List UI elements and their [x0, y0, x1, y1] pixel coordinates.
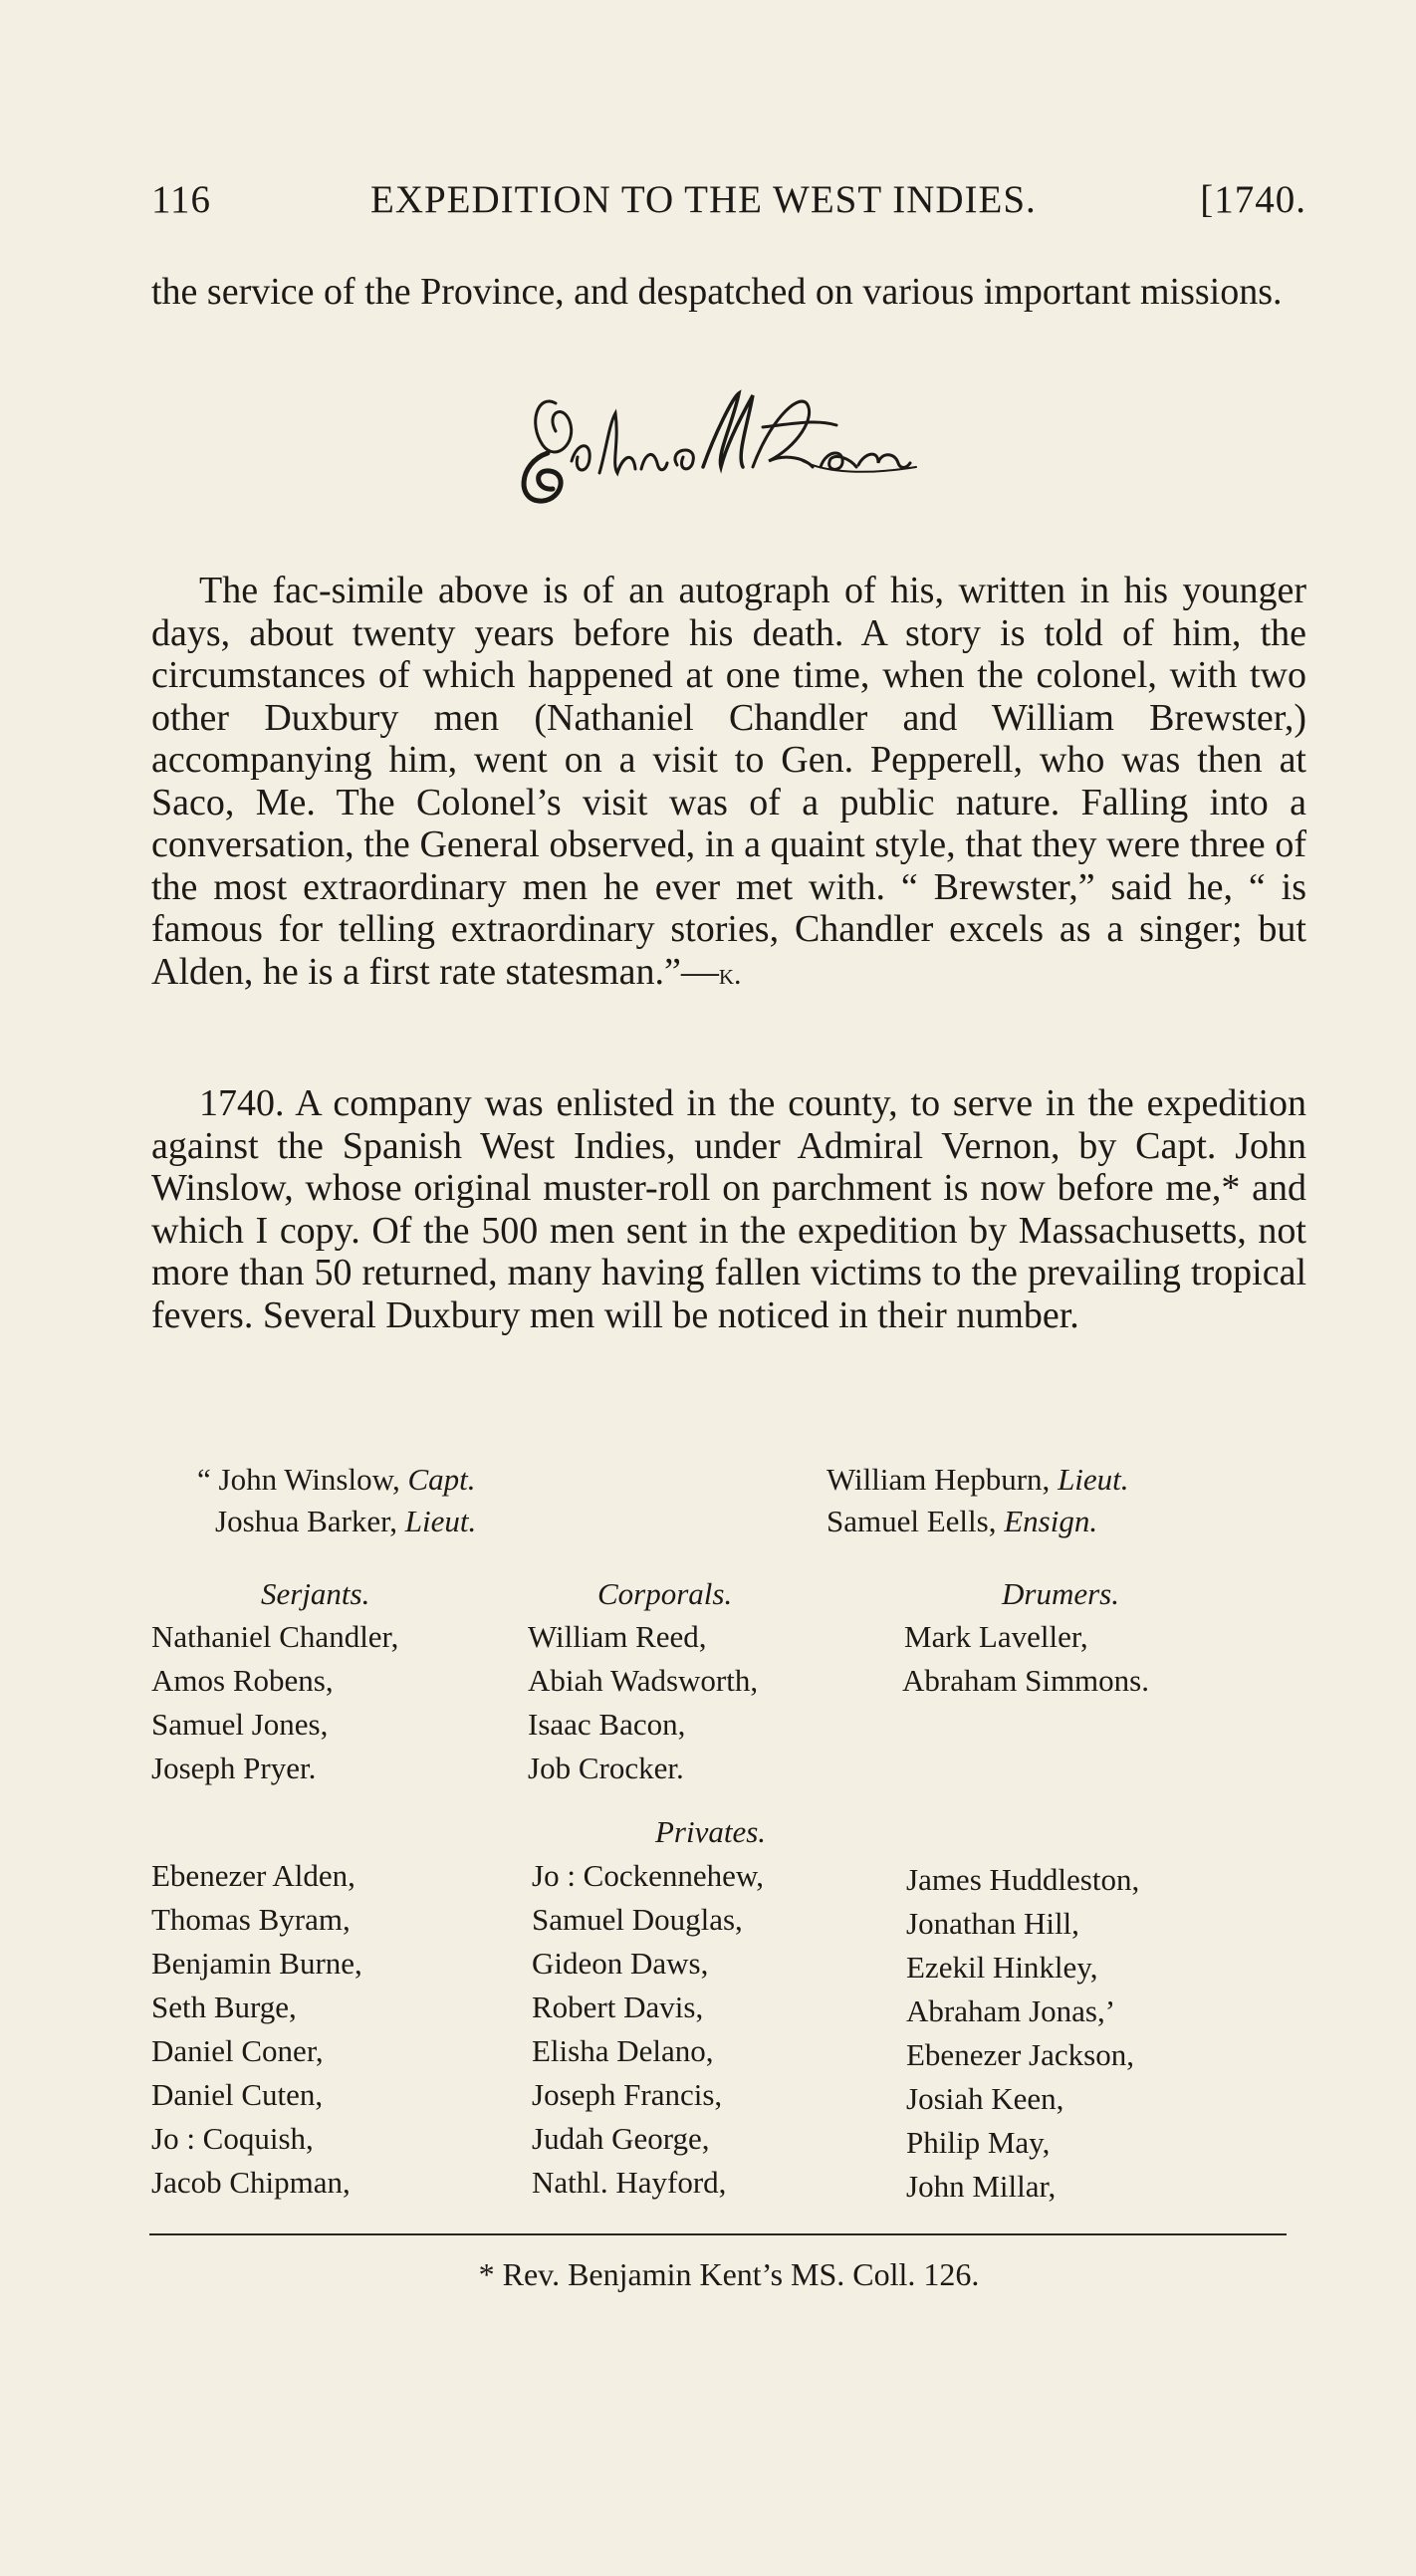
private-name: Gideon Daws,	[532, 1946, 709, 1981]
page-number: 116	[151, 178, 212, 221]
running-header	[151, 177, 1306, 227]
drumer-name: Mark Laveller,	[904, 1619, 1088, 1654]
header-year: [1740.	[1200, 178, 1306, 221]
story-text: The fac-simile above is of an autograph of his, written in his younger days, about twenty years before his death. A story is told of him, the circumstances of which happened at one time, when the colonel, with two other Duxbury men (Nathaniel Chandler and William Brewster,) accompanying him, went on a visit to Gen. Pepperell, who was then at Saco, Me. The Colonel’s visit was of a public nature. Falling into a conversation, the General observed, in a quaint style, that they were three of the most extraordinary men he ever met with. “ Brewster,” said he, “ is famous for telling extraordinary stories, Chandler excels as a singer; but Alden, he is a first rate statesman.”—	[151, 570, 1306, 993]
serjant-name: Joseph Pryer.	[151, 1751, 317, 1785]
privates-heading: Privates.	[655, 1814, 767, 1849]
paragraph-continuation: the service of the Province, and despatched on various important missions.	[151, 271, 1283, 313]
private-name: Josiah Keen,	[906, 2081, 1064, 2116]
private-name: Seth Burge,	[151, 1990, 297, 2024]
officer-ensign: Samuel Eells, Ensign.	[826, 1504, 1098, 1538]
running-title: EXPEDITION TO THE WEST INDIES.	[370, 178, 1037, 221]
officer-captain: “ John Winslow, Capt.	[197, 1462, 476, 1497]
private-name: Jo : Cockennehew,	[532, 1858, 765, 1893]
private-name: Ezekil Hinkley,	[906, 1950, 1098, 1985]
private-name: Robert Davis,	[532, 1990, 704, 2024]
officer-lieutenant-2: William Hepburn, Lieut.	[826, 1462, 1129, 1497]
private-name: Joseph Francis,	[532, 2077, 723, 2112]
private-name: John Millar,	[906, 2169, 1057, 2204]
footnote: * Rev. Benjamin Kent’s MS. Coll. 126.	[478, 2256, 980, 2292]
private-name: Benjamin Burne,	[151, 1946, 362, 1981]
corporal-name: Abiah Wadsworth,	[528, 1663, 759, 1698]
serjants-heading: Serjants.	[261, 1576, 370, 1611]
private-name: Jo : Coquish,	[151, 2121, 314, 2156]
private-name: Jonathan Hill,	[906, 1906, 1079, 1941]
private-name: Judah George,	[532, 2121, 710, 2156]
paragraph-facsimile-story	[151, 570, 1306, 996]
serjant-name: Amos Robens,	[151, 1663, 334, 1698]
private-name: Daniel Cuten,	[151, 2077, 324, 2112]
serjant-name: Nathaniel Chandler,	[151, 1619, 399, 1654]
story-credit: k.	[718, 957, 742, 991]
autograph-signature	[508, 383, 946, 523]
paragraph-1740-expedition: 1740. A company was enlisted in the county, to serve in the expedition against the Spanish West Indies, under Admiral Vernon, by Capt. John Winslow, whose original muster-roll on parchment is now before me,* and which I copy. Of the 500 men sent in the expedition by Massachusetts, not more than 50 returned, many having fallen victims to the prevailing tropical fevers. Several Duxbury men will be noticed in their number.	[151, 1082, 1306, 1336]
private-name: Abraham Jonas,’	[906, 1993, 1116, 2028]
private-name: Nathl. Hayford,	[532, 2165, 727, 2200]
drumer-name: Abraham Simmons.	[902, 1663, 1149, 1698]
footnote-rule	[149, 2233, 1287, 2235]
private-name: Elisha Delano,	[532, 2033, 714, 2068]
private-name: Ebenezer Alden,	[151, 1858, 355, 1893]
private-name: Jacob Chipman,	[151, 2165, 351, 2200]
corporals-heading: Corporals.	[597, 1576, 733, 1611]
corporal-name: Job Crocker.	[528, 1751, 684, 1785]
corporal-name: William Reed,	[528, 1619, 707, 1654]
private-name: Ebenezer Jackson,	[906, 2037, 1134, 2072]
private-name: Samuel Douglas,	[532, 1902, 743, 1937]
corporal-name: Isaac Bacon,	[528, 1707, 686, 1742]
private-name: Daniel Coner,	[151, 2033, 324, 2068]
drumers-heading: Drumers.	[1002, 1576, 1119, 1611]
private-name: Thomas Byram,	[151, 1902, 351, 1937]
private-name: Philip May,	[906, 2125, 1051, 2160]
private-name: James Huddleston,	[906, 1862, 1140, 1897]
officer-lieutenant-1: Joshua Barker, Lieut.	[215, 1504, 477, 1538]
serjant-name: Samuel Jones,	[151, 1707, 329, 1742]
